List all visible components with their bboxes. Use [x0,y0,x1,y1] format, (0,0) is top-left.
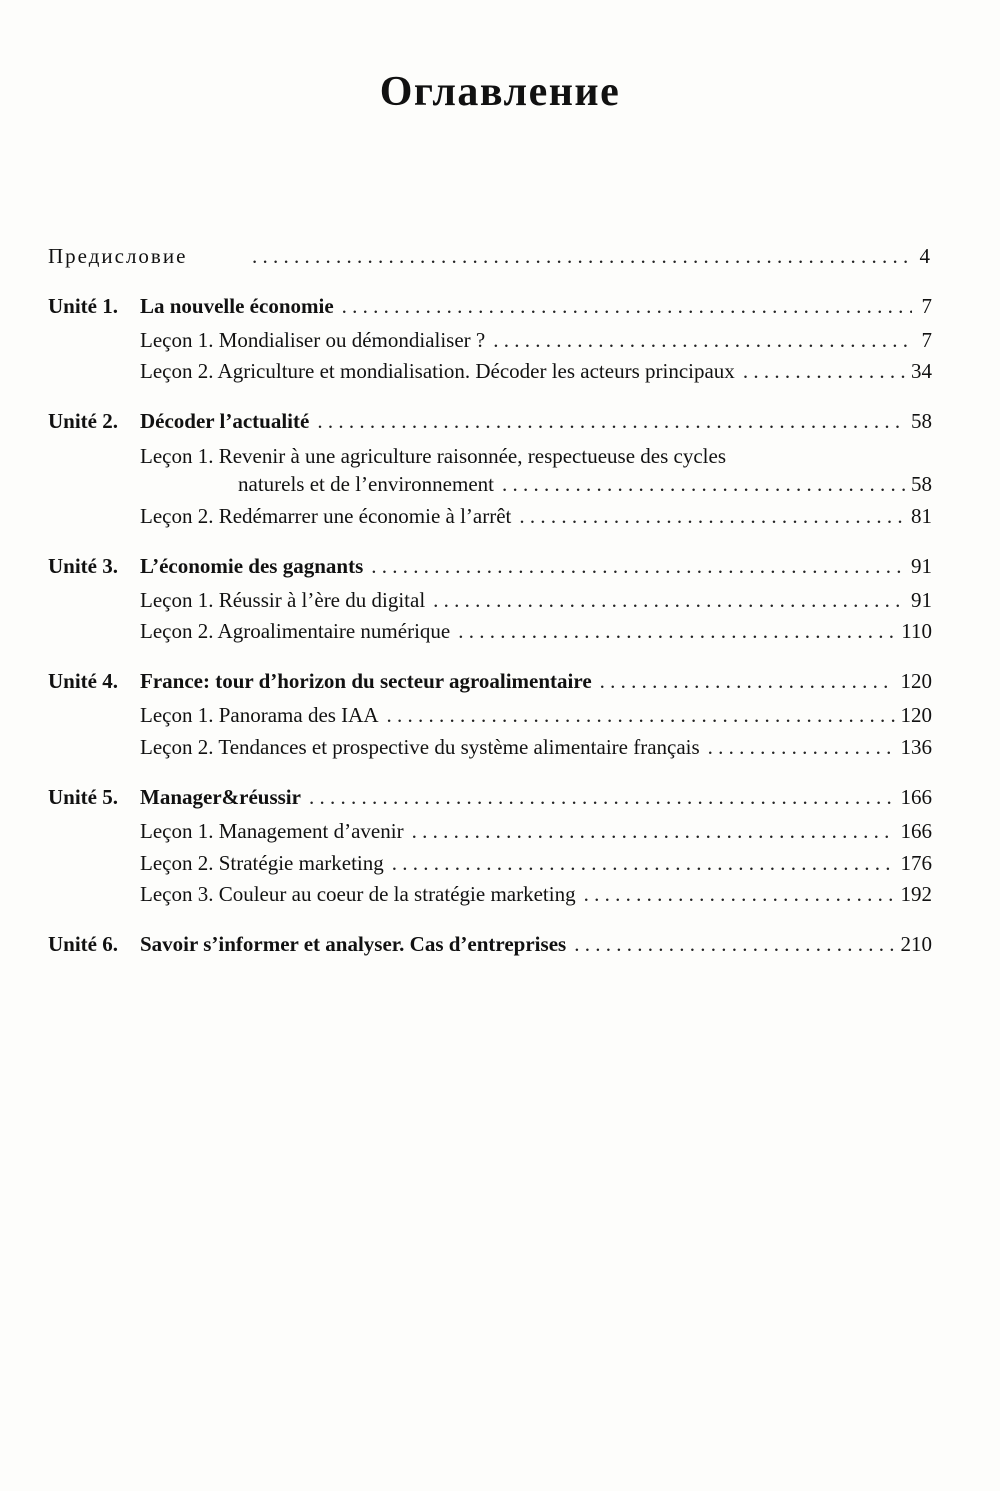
lesson-label-continuation: naturels et de l’environnement [238,472,494,496]
toc-unit-2[interactable] [48,406,932,436]
toc-lesson[interactable] [140,585,932,615]
unit-title: Savoir s’informer et analyser. Cas d’entreprises [140,932,567,956]
page-number: 120 [900,669,932,693]
toc-unit-1[interactable] [48,291,932,321]
leader-dots [574,929,894,959]
toc-lesson[interactable] [140,816,932,846]
toc-unit-6[interactable] [48,929,932,959]
unit-title: La nouvelle économie [140,294,334,318]
toc-lesson[interactable] [140,325,932,355]
toc-lesson[interactable] [140,732,932,762]
page-number: 34 [911,359,932,383]
unit-number: Unité 5. [48,785,118,809]
leader-dots [317,406,905,436]
leader-dots [743,356,905,386]
toc-lesson[interactable] [140,848,932,878]
page-number: 58 [911,472,932,496]
lesson-label: Leçon 3. Couleur au coeur de la stratégie marketing [140,882,576,906]
entry-label: Предисловие [48,244,188,268]
unit-number: Unité 2. [48,409,118,433]
lesson-label: Leçon 2. Agriculture et mondialisation. Décoder les acteurs principaux [140,359,735,383]
page-title: Оглавление [379,69,621,115]
leader-dots [708,732,895,762]
leader-dots [502,469,905,499]
toc-lesson-continuation[interactable] [238,469,932,499]
page-number: 136 [900,735,932,759]
lesson-label: Leçon 1. Mondialiser ou démondialiser ? [140,328,486,352]
leader-dots [412,816,895,846]
page-number: 91 [911,554,932,578]
lesson-label: Leçon 1. Panorama des IAA [140,703,379,727]
lesson-label: Leçon 1. Réussir à l’ère du digital [140,588,426,612]
page-number: 81 [911,504,932,528]
leader-dots [392,848,895,878]
leader-dots [342,291,912,321]
unit-number: Unité 3. [48,554,118,578]
leader-dots [600,666,895,696]
page-number: 7 [921,328,932,352]
page-number: 166 [900,819,932,843]
page-number: 192 [900,882,932,906]
toc-entry-preface[interactable] [48,241,932,271]
unit-title: Manager&réussir [140,785,301,809]
page-number: 120 [900,703,932,727]
lesson-label: Leçon 2. Tendances et prospective du système alimentaire français [140,735,700,759]
leader-dots [519,501,905,531]
leader-dots [252,241,912,271]
page-number: 210 [900,932,932,956]
unit-title: L’économie des gagnants [140,554,364,578]
toc-lesson[interactable] [140,356,932,386]
toc-unit-4[interactable] [48,666,932,696]
page-number: 7 [921,294,932,318]
page-number: 110 [901,619,932,643]
unit-title: France: tour d’horizon du secteur agroalimentaire [140,669,592,693]
leader-dots [493,325,912,355]
page-number: 4 [919,244,932,268]
lesson-label: Leçon 2. Agroalimentaire numérique [140,619,451,643]
leader-dots [433,585,905,615]
page-number: 58 [911,409,932,433]
toc-lesson[interactable] [140,879,932,909]
leader-dots [371,551,905,581]
leader-dots [309,782,895,812]
toc-unit-5[interactable] [48,782,932,812]
toc-lesson[interactable] [140,501,932,531]
lesson-label: Leçon 2. Redémarrer une économie à l’arrêt [140,504,512,528]
toc-lesson-line1[interactable]: Leçon 1. Revenir à une agriculture raisonnée, respectueuse des cycles [140,444,726,468]
unit-number: Unité 6. [48,932,118,956]
page-number: 176 [900,851,932,875]
toc-lesson[interactable] [140,616,932,646]
leader-dots [584,879,895,909]
leader-dots [458,616,895,646]
unit-title: Décoder l’actualité [140,409,310,433]
page-number: 91 [911,588,932,612]
unit-number: Unité 4. [48,669,118,693]
toc-lesson[interactable] [140,700,932,730]
unit-number: Unité 1. [48,294,118,318]
leader-dots [387,700,895,730]
toc-unit-3[interactable] [48,551,932,581]
page-number: 166 [900,785,932,809]
lesson-label: Leçon 1. Management d’avenir [140,819,404,843]
lesson-label: Leçon 2. Stratégie marketing [140,851,384,875]
